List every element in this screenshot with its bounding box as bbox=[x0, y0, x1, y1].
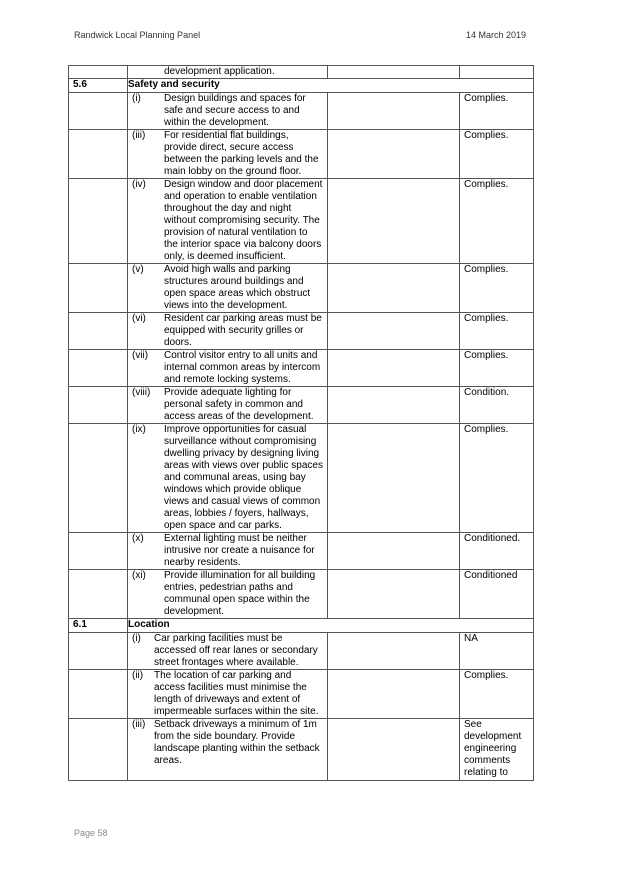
comment-cell bbox=[328, 179, 460, 264]
compliance-status: Conditioned. bbox=[460, 533, 534, 570]
item-numeral: (iii) bbox=[132, 719, 146, 730]
compliance-status: Complies. bbox=[460, 93, 534, 130]
compliance-status: Complies. bbox=[460, 264, 534, 313]
item-numeral: (viii) bbox=[132, 387, 151, 398]
comment-cell bbox=[328, 313, 460, 350]
header-right: 14 March 2019 bbox=[465, 30, 526, 40]
comment-cell bbox=[328, 350, 460, 387]
comment-cell bbox=[328, 130, 460, 179]
item-numeral: (ix) bbox=[132, 424, 146, 435]
item-numeral: (vii) bbox=[132, 350, 149, 361]
section-number: 6.1 bbox=[69, 619, 128, 633]
item-numeral: (xi) bbox=[132, 570, 146, 581]
compliance-status: Complies. bbox=[460, 350, 534, 387]
compliance-status: Complies. bbox=[460, 179, 534, 264]
item-numeral: (i) bbox=[132, 93, 141, 104]
item-text: For residential flat buildings, provide direct, secure access between the parking levels and the main lobby on the ground floor. bbox=[164, 130, 319, 177]
comment-cell bbox=[328, 533, 460, 570]
section-title: Location bbox=[128, 619, 534, 633]
compliance-status: Condition. bbox=[460, 387, 534, 424]
item-text: The location of car parking and access facilities must minimise the length of driveways and extent of impermeable surfaces within the site. bbox=[154, 670, 319, 717]
item-text: Setback driveways a minimum of 1m from the side boundary. Provide landscape planting within the setback areas. bbox=[154, 719, 320, 766]
item-text: development application. bbox=[164, 66, 275, 77]
comment-cell bbox=[328, 424, 460, 533]
item-text: External lighting must be neither intrusive nor create a nuisance for nearby residents. bbox=[164, 533, 315, 568]
table-row bbox=[69, 387, 534, 424]
item-text: Improve opportunities for casual surveillance without compromising dwelling privacy by designing living areas with views over public spaces and communal areas, using bay windows which provide oblique views and casual views of common areas, lobbies / foyers, hallways, open space and car parks. bbox=[164, 424, 323, 531]
table-row bbox=[69, 533, 534, 570]
comment-cell bbox=[328, 670, 460, 719]
comment-cell bbox=[328, 387, 460, 424]
section-number: 5.6 bbox=[69, 79, 128, 93]
table-row bbox=[69, 179, 534, 264]
section-row bbox=[69, 619, 534, 633]
item-numeral: (iii) bbox=[132, 130, 146, 141]
item-numeral: (vi) bbox=[132, 313, 146, 324]
comment-cell bbox=[328, 264, 460, 313]
table-row bbox=[69, 424, 534, 533]
item-numeral: (iv) bbox=[132, 179, 146, 190]
table-row bbox=[69, 130, 534, 179]
table-row bbox=[69, 66, 534, 79]
item-text: Design window and door placement and operation to enable ventilation throughout the day and night without compromising security. The provision of natural ventilation to the interior space via balcony doors only, is deemed insufficient. bbox=[164, 179, 323, 262]
item-numeral: (x) bbox=[132, 533, 144, 544]
compliance-status: Complies. bbox=[460, 313, 534, 350]
item-text: Resident car parking areas must be equipped with security grilles or doors. bbox=[164, 313, 322, 348]
comment-cell bbox=[328, 570, 460, 619]
compliance-status: Complies. bbox=[460, 130, 534, 179]
item-text: Design buildings and spaces for safe and secure access to and within the development. bbox=[164, 93, 306, 128]
table-row bbox=[69, 313, 534, 350]
item-text: Provide illumination for all building entries, pedestrian paths and communal open space within the development. bbox=[164, 570, 316, 617]
item-text: Control visitor entry to all units and internal common areas by intercom and remote locking systems. bbox=[164, 350, 321, 385]
comment-cell bbox=[328, 719, 460, 781]
item-numeral: (ii) bbox=[132, 670, 144, 681]
compliance-status: Complies. bbox=[460, 670, 534, 719]
comment-cell bbox=[328, 633, 460, 670]
section-row bbox=[69, 79, 534, 93]
header-left: Randwick Local Planning Panel bbox=[74, 30, 201, 40]
table-row bbox=[69, 719, 534, 781]
item-numeral: (v) bbox=[132, 264, 144, 275]
compliance-status: Conditioned bbox=[460, 570, 534, 619]
table-row bbox=[69, 264, 534, 313]
section-title: Safety and security bbox=[128, 79, 534, 93]
compliance-status: NA bbox=[460, 633, 534, 670]
compliance-status: Complies. bbox=[460, 424, 534, 533]
compliance-table bbox=[68, 65, 534, 781]
table-row bbox=[69, 633, 534, 670]
table-row bbox=[69, 670, 534, 719]
comment-cell bbox=[328, 93, 460, 130]
table-row bbox=[69, 93, 534, 130]
table-row bbox=[69, 570, 534, 619]
item-numeral: (i) bbox=[132, 633, 141, 644]
item-text: Provide adequate lighting for personal safety in common and access areas of the development. bbox=[164, 387, 314, 422]
item-text: Avoid high walls and parking structures around buildings and open space areas which obstruct views into the development. bbox=[164, 264, 311, 311]
page-number: Page 58 bbox=[74, 828, 108, 838]
item-text: Car parking facilities must be accessed off rear lanes or secondary street frontages where available. bbox=[154, 633, 318, 668]
table-row bbox=[69, 350, 534, 387]
compliance-status: See development engineering comments relating to bbox=[460, 719, 534, 781]
